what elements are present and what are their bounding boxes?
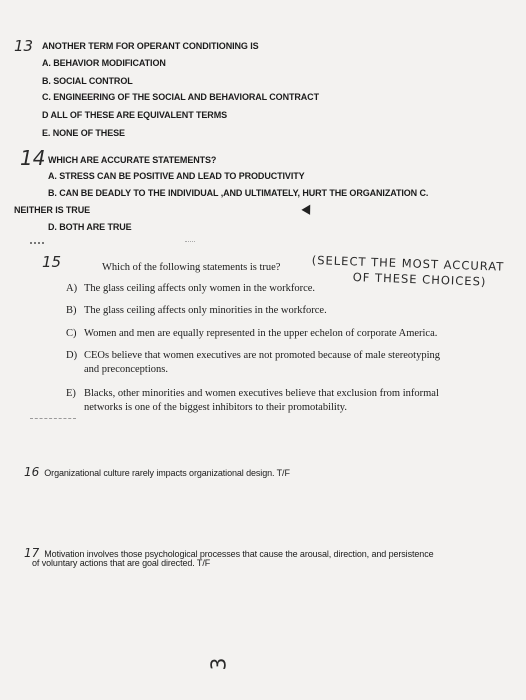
- q15-option-a-label: A): [66, 283, 78, 294]
- q15-option-b-text: The glass ceiling affects only minorities in the workforce.: [84, 305, 327, 316]
- q15-underline: [30, 418, 76, 419]
- q15-option-d-label: D): [66, 350, 78, 361]
- q13-number: 13: [14, 37, 34, 55]
- scan-mark: [30, 242, 44, 244]
- q15-option-e: [66, 388, 439, 399]
- q14-number: 14: [20, 146, 46, 170]
- q15-option-c-text: Women and men are equally represented in the upper echelon of corporate America.: [84, 328, 438, 339]
- q17-text-line1: Motivation involves those psychological processes that cause the arousal, direction, and persistence: [44, 549, 434, 559]
- q15-option-e-text-line2: networks is one of the biggest inhibitors to their promotability.: [84, 402, 347, 413]
- q15-number: 15: [42, 253, 62, 271]
- q14-option-b: B. CAN BE DEADLY TO THE INDIVIDUAL ,AND ULTIMATELY, HURT THE ORGANIZATION C.: [48, 188, 429, 198]
- q15-option-d-text-line1: CEOs believe that women executives are not promoted because of male stereotyping: [84, 350, 441, 361]
- cursor-arrow-icon: [301, 202, 314, 215]
- q16: [24, 463, 290, 481]
- q16-text: Organizational culture rarely impacts organizational design. T/F: [44, 468, 290, 478]
- q15-option-e-text-line1: Blacks, other minorities and women executives believe that exclusion from informal: [84, 388, 439, 399]
- q14-option-a: A. STRESS CAN BE POSITIVE AND LEAD TO PRODUCTIVITY: [48, 171, 305, 181]
- scan-mark-2: [185, 241, 195, 242]
- q15-option-d-text-line2: and preconceptions.: [84, 364, 168, 375]
- q14-option-d: D. BOTH ARE TRUE: [48, 222, 132, 232]
- q15-option-b: [66, 305, 327, 316]
- q15-handwritten-note-line1: (SELECT THE MOST ACCURAT: [311, 253, 505, 274]
- q15-question: Which of the following statements is true?: [102, 262, 281, 273]
- q17-number: 17: [24, 546, 40, 560]
- q15-option-a-text: The glass ceiling affects only women in the workforce.: [84, 283, 316, 294]
- q13-option-e: E. NONE OF THESE: [42, 128, 125, 138]
- q13-question: ANOTHER TERM FOR OPERANT CONDITIONING IS: [42, 41, 259, 51]
- q13-option-b: B. SOCIAL CONTROL: [42, 76, 133, 86]
- q14-option-c: NEITHER IS TRUE: [14, 205, 91, 215]
- q14-question: WHICH ARE ACCURATE STATEMENTS?: [48, 155, 217, 165]
- q15-handwritten-note-line2: OF THESE CHOICES): [352, 270, 487, 289]
- page-mark: 3: [206, 657, 231, 671]
- q13-option-d: D ALL OF THESE ARE EQUIVALENT TERMS: [42, 110, 228, 120]
- q15-option-e-label: E): [66, 388, 76, 399]
- q15-option-c: [66, 328, 437, 339]
- q15-option-a: [66, 283, 315, 294]
- q13-option-a: A. BEHAVIOR MODIFICATION: [42, 58, 166, 68]
- q15-option-c-label: C): [66, 328, 77, 339]
- q13-option-c: C. ENGINEERING OF THE SOCIAL AND BEHAVIORAL CONTRACT: [42, 92, 319, 102]
- q16-number: 16: [24, 465, 40, 479]
- q17-text-line2: of voluntary actions that are goal directed. T/F: [32, 558, 211, 568]
- q15-option-b-label: B): [66, 305, 77, 316]
- q15-option-d: [66, 350, 440, 361]
